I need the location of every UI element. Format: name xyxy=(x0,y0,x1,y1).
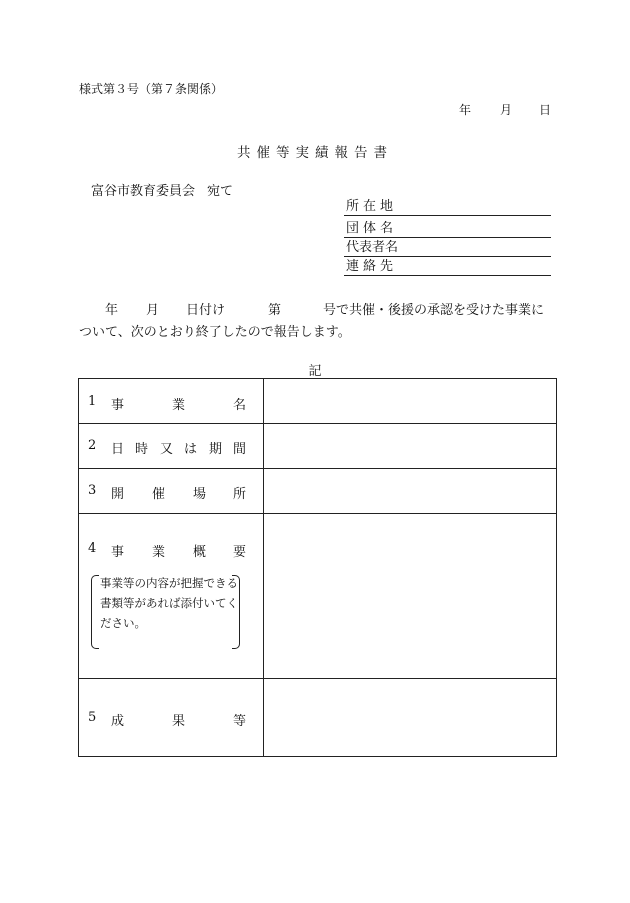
addressee xyxy=(91,180,233,199)
attachment-note-text: 事業等の内容が把握できる書類等があれば添付いてください。 xyxy=(100,576,238,630)
row-label-char: 日 xyxy=(111,442,125,457)
sender-field-contact[interactable] xyxy=(344,256,551,276)
addressee-name: 富谷市教育委員会 xyxy=(91,184,196,199)
body-month: 月 xyxy=(146,303,160,318)
attachment-note xyxy=(91,573,240,651)
value-cell-venue[interactable] xyxy=(264,469,556,513)
report-table xyxy=(78,378,557,757)
ki-heading: 記 xyxy=(308,364,322,379)
value-cell-date-period[interactable] xyxy=(264,424,556,468)
row-label-char: 所 xyxy=(233,487,247,502)
row-label-char: 事 xyxy=(111,545,125,560)
sender-label-address: 所在地 xyxy=(346,199,398,214)
row-number: 4 xyxy=(88,541,97,556)
row-number: 1 xyxy=(88,394,97,409)
row-label-char: 概 xyxy=(193,545,207,560)
body-year: 年 xyxy=(105,303,119,318)
body-dai: 第 xyxy=(268,303,282,318)
date-month-label: 月 xyxy=(500,103,513,117)
addressee-honorific: 宛て xyxy=(207,184,234,199)
row-label-char: 期 xyxy=(209,442,223,457)
row-label-char: 時 xyxy=(135,442,149,457)
note-bracket-left xyxy=(91,575,99,649)
row-label-char: 又 xyxy=(160,442,174,457)
sender-field-address[interactable] xyxy=(344,196,551,216)
row-label-char: 等 xyxy=(233,714,247,729)
row-label-char: 開 xyxy=(111,487,125,502)
body-line-2: ついて、次のとおり終了したので報告します。 xyxy=(79,325,351,340)
form-code: 様式第３号（第７条関係） xyxy=(79,82,224,96)
row-label-char: 成 xyxy=(111,714,125,729)
sender-field-representative[interactable] xyxy=(344,237,551,257)
row-label-char: 事 xyxy=(111,398,125,413)
row-label-char: 場 xyxy=(193,487,207,502)
sender-label-contact: 連絡先 xyxy=(346,259,398,274)
row-label-char: は xyxy=(184,442,198,457)
row-label-char: 名 xyxy=(233,398,247,413)
row-label-char: 業 xyxy=(152,545,166,560)
body-date-suffix: 日付け xyxy=(186,303,226,318)
date-year-label: 年 xyxy=(459,103,472,117)
date-day-label: 日 xyxy=(539,103,552,117)
row-label-char: 要 xyxy=(233,545,247,560)
row-label-char: 間 xyxy=(233,442,247,457)
sender-field-organization[interactable] xyxy=(344,218,551,238)
value-cell-results[interactable] xyxy=(264,679,556,756)
row-number: 2 xyxy=(88,438,97,453)
row-number: 5 xyxy=(88,710,97,725)
sender-label-organization: 団体名 xyxy=(346,221,398,236)
row-label-char: 催 xyxy=(152,487,166,502)
row-number: 3 xyxy=(88,483,97,498)
row-label-char: 業 xyxy=(172,398,186,413)
row-label-char: 果 xyxy=(172,714,186,729)
value-cell-summary[interactable] xyxy=(264,514,556,678)
document-title: 共催等実績報告書 xyxy=(237,145,393,161)
body-line1-rest: 号で共催・後援の承認を受けた事業に xyxy=(323,303,545,318)
sender-label-representative: 代表者名 xyxy=(346,240,399,255)
value-cell-event-name[interactable] xyxy=(264,379,556,423)
